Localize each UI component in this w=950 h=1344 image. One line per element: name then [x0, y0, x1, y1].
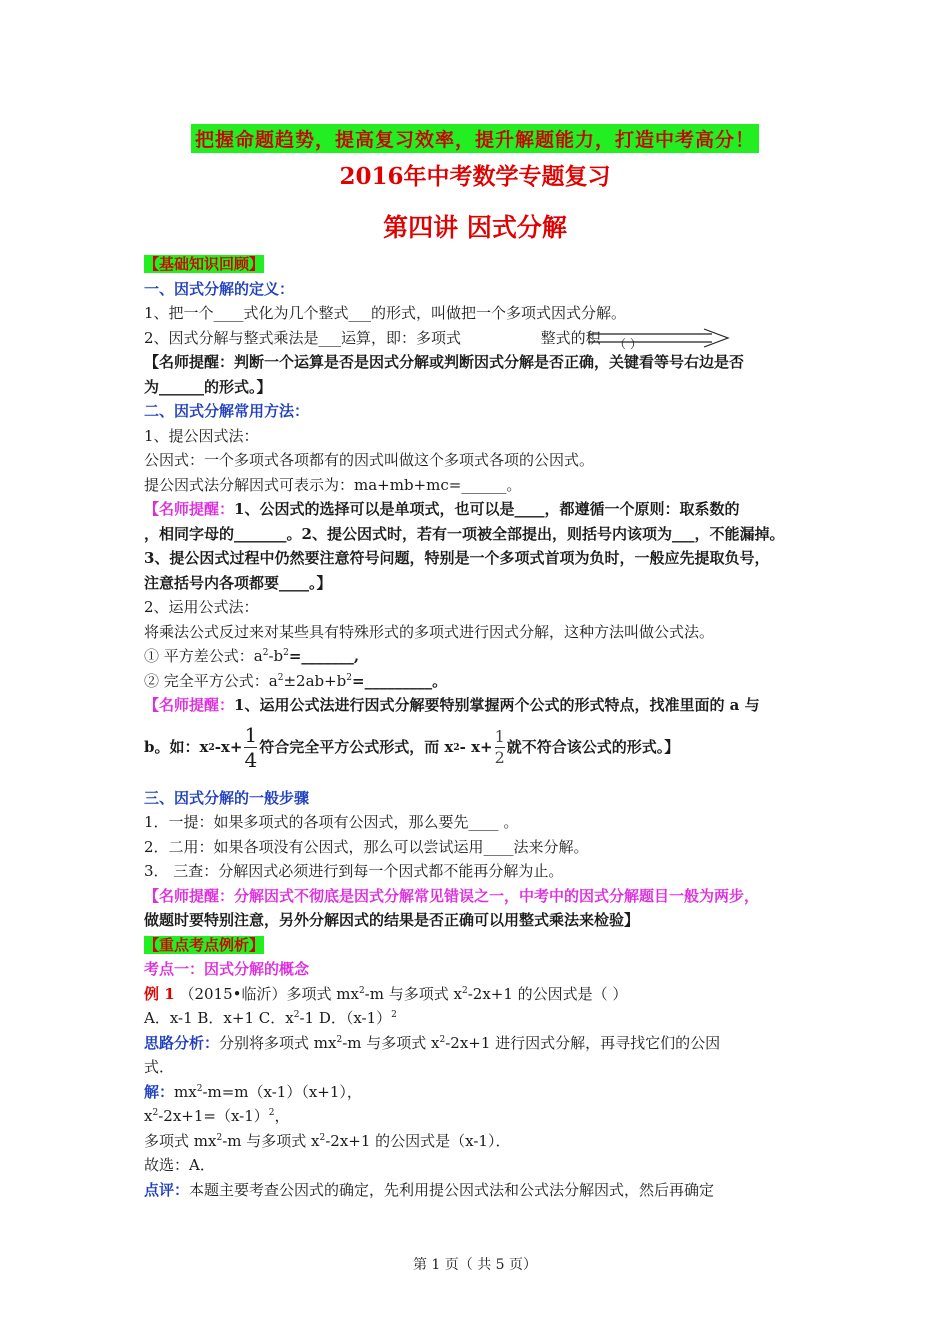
f2-sup-a: 2 — [277, 672, 284, 683]
solution-line-2 — [144, 1104, 812, 1129]
frac2-num: 1 — [494, 727, 505, 746]
definition-product-text: 整式的积 — [540, 328, 601, 347]
slogan-text: 把握命题趋势，提高复习效率，提升解题能力，打造中考高分！ — [191, 124, 759, 153]
definition-line-1: 1、把一个____式化为几个整式___的形式，叫做把一个多项式因式分解。 — [144, 304, 627, 322]
step-1: 1．一提：如果多项式的各项有公因式，那么要先____ 。 — [144, 813, 519, 831]
tip3-tag: 【名师提醒： — [144, 696, 235, 714]
heading-definition: 一、因式分解的定义： — [144, 279, 295, 298]
solution-line-1 — [144, 1080, 812, 1105]
f1-sup-b: 2 — [283, 648, 289, 658]
tip2-line-1 — [144, 497, 812, 522]
ex1-a: （2015•临沂）多项式 mx — [179, 984, 359, 1003]
sol2-sup-a: 2 — [152, 1108, 159, 1118]
ex1-opt-sup-a: 2 — [293, 1010, 300, 1020]
solution-line-4: 故选：A． — [144, 1156, 215, 1174]
ex1-options-b: -1 D．（x-1） — [299, 1009, 392, 1027]
tip3-d: 符合完全平方公式形式，而 x — [259, 738, 454, 757]
definition-line-2-text: 2、因式分解与整式乘法是___运算，即：多项式 — [144, 328, 462, 347]
frac1-den: 4 — [244, 748, 258, 772]
sol1-a: mx — [174, 1082, 197, 1101]
page-footer: 第 1 页（ 共 5 页） — [412, 1257, 538, 1273]
ex1-sup-b: 2 — [461, 985, 468, 996]
section-tag-key-points: 【重点考点例析】 — [144, 935, 265, 954]
f2-label: ② 完全平方公式：a — [144, 671, 278, 690]
method2-definition: 将乘法公式反过来对某些具有特殊形式的多项式进行因式分解，这种方法叫做公式法。 — [144, 622, 715, 641]
analysis-label: 思路分析： — [144, 1033, 220, 1052]
ex1-options-a: A．x-1 B．x+1 C．x — [144, 1009, 294, 1027]
sol2-sup-b: 2 — [268, 1108, 275, 1118]
comment-line — [144, 1178, 812, 1203]
tip3-line-1-text: 1、运用公式法进行因式分解要特别掌握两个公式的形式特点，找准里面的 a 与 — [234, 696, 760, 714]
analysis-line-1 — [144, 1031, 812, 1056]
formula-perfect-square — [144, 669, 812, 694]
an-sup-a: 2 — [336, 1034, 343, 1045]
section-tag-review: 【基础知识回顾】 — [144, 255, 265, 273]
tip4-line-1 — [144, 884, 812, 909]
sol3-sup-b: 2 — [319, 1132, 326, 1143]
comment-text: 本题主要考查公因式的确定，先利用提公因式法和公式法分解因式，然后再确定 — [189, 1180, 715, 1199]
f1-sup-a: 2 — [262, 648, 269, 658]
key-point-1-text: 考点一：因式分解的概念 — [144, 960, 310, 978]
sol3-a: 多项式 mx — [144, 1131, 217, 1150]
formula-difference-of-squares — [144, 644, 812, 669]
definition-line-2 — [144, 326, 812, 351]
sol2-a: x — [144, 1107, 153, 1125]
analysis-c: -2x+1 进行因式分解，再寻找它们的公因 — [445, 1033, 721, 1052]
tip3-e: - x+ — [459, 738, 493, 757]
comment-label: 点评： — [144, 1180, 190, 1199]
tip4-tag: 【名师提醒： — [144, 886, 235, 905]
f1-mid: -b — [268, 647, 284, 665]
arrow-bracket-label: （ ） — [614, 336, 642, 351]
solution-label: 解： — [144, 1082, 175, 1101]
heading-methods: 二、因式分解常用方法： — [144, 402, 310, 420]
ex1-opt-sup-b: 2 — [391, 1010, 397, 1020]
f2-end: =_________。 — [352, 671, 448, 690]
tip3-line-1 — [144, 693, 812, 718]
tip2-line-2: ，相同字母的_______。2、提公因式时，若有一项被全部提出，则括号内该项为___，不能漏掉。 — [144, 524, 785, 543]
sol3-b: -m 与多项式 x — [222, 1131, 320, 1150]
tip4-line-2: 做题时要特别注意，另外分解因式的结果是否正确可以用整式乘法来检验】 — [144, 911, 640, 929]
method2-title: 2、运用公式法： — [144, 598, 259, 616]
sol3-c: -2x+1 的公因式是（x-1）． — [325, 1131, 511, 1150]
example-1-label: 例 1 — [144, 984, 175, 1003]
solution-line-3 — [144, 1129, 812, 1154]
example-1-options — [144, 1006, 812, 1031]
sol2-c: ， — [274, 1107, 290, 1125]
analysis-a: 分别将多项式 mx — [219, 1033, 337, 1052]
f2-sup-b: 2 — [346, 672, 353, 683]
fraction-one-half — [495, 729, 505, 766]
an-sup-b: 2 — [439, 1034, 446, 1045]
tip3-line-2: b。如：x 2 -x+ $\frac{1}{4}$ 符合完全平方公式形式，而 x 2 - x+ $\frac{1}{2}$ 就不符合该公式的形式。】 — [144, 723, 680, 772]
f1-label: ① 平方差公式：a — [144, 647, 263, 665]
fraction-one-quarter — [244, 725, 257, 770]
tip3-f: 就不符合该公式的形式。】 — [506, 738, 680, 757]
tip2-line-3: 3、提公因式过程中仍然要注意符号问题，特别是一个多项式首项为负时，一般应先提取负号， — [144, 549, 770, 567]
key-point-1 — [144, 957, 812, 982]
tip4-line-1-text: 分解因式不彻底是因式分解常见错误之一，中考中的因式分解题目一般为两步， — [234, 886, 760, 905]
tip2-line-4: 注意括号内各项都要____。】 — [144, 573, 332, 592]
analysis-line-2: 式． — [144, 1058, 175, 1076]
lecture-title: 第四讲 因式分解 — [383, 213, 567, 242]
tip1-line-1: 【名师提醒：判断一个运算是否是因式分解或判断因式分解是否正确，关键看等号右边是否 — [144, 353, 745, 371]
f1-end: =_______, — [288, 647, 360, 665]
double-arrow-icon — [584, 328, 734, 348]
document-title: 2016年中考数学专题复习 — [339, 163, 611, 190]
ex1-b: -m 与多项式 x — [364, 984, 462, 1003]
step-3: 3． 三查：分解因式必须进行到每一个因式都不能再分解为止。 — [144, 862, 564, 880]
example-1 — [144, 982, 812, 1007]
analysis-b: -m 与多项式 x — [342, 1033, 440, 1052]
content-body — [144, 252, 812, 1202]
method1-title: 1、提公因式法： — [144, 426, 259, 445]
sol2-b: -2x+1=（x-1） — [158, 1107, 269, 1125]
method1-definition: 公因式：一个多项式各项都有的因式叫做这个多项式各项的公因式。 — [144, 451, 595, 469]
method1-formula: 提公因式法分解因式可表示为：ma+mb+mc=______。 — [144, 475, 522, 494]
frac2-den: 2 — [494, 748, 505, 767]
tip3-b: b。如：x — [144, 738, 209, 757]
sol1-b: -m=m（x-1）（x+1）， — [202, 1082, 362, 1101]
tip2-line-1-text: 1、公因式的选择可以是单项式，也可以是____，都遵循一个原则：取系数的 — [234, 500, 740, 518]
f2-mid: ±2ab+b — [283, 671, 347, 690]
tip2-tag: 【名师提醒： — [144, 500, 235, 518]
sol3-sup-a: 2 — [216, 1132, 223, 1143]
step-2: 2．二用：如果各项没有公因式，那么可以尝试运用____法来分解。 — [144, 837, 589, 856]
sol1-sup: 2 — [196, 1083, 203, 1094]
ex1-sup-a: 2 — [358, 985, 365, 996]
slogan-banner — [0, 124, 950, 153]
heading-steps: 三、因式分解的一般步骤 — [144, 788, 310, 807]
tip1-line-2: 为______的形式。】 — [144, 377, 272, 396]
ex1-c: -2x+1 的公因式是（ ） — [467, 984, 628, 1003]
tip3-c: -x+ — [214, 738, 243, 757]
frac1-num: 1 — [244, 723, 258, 747]
